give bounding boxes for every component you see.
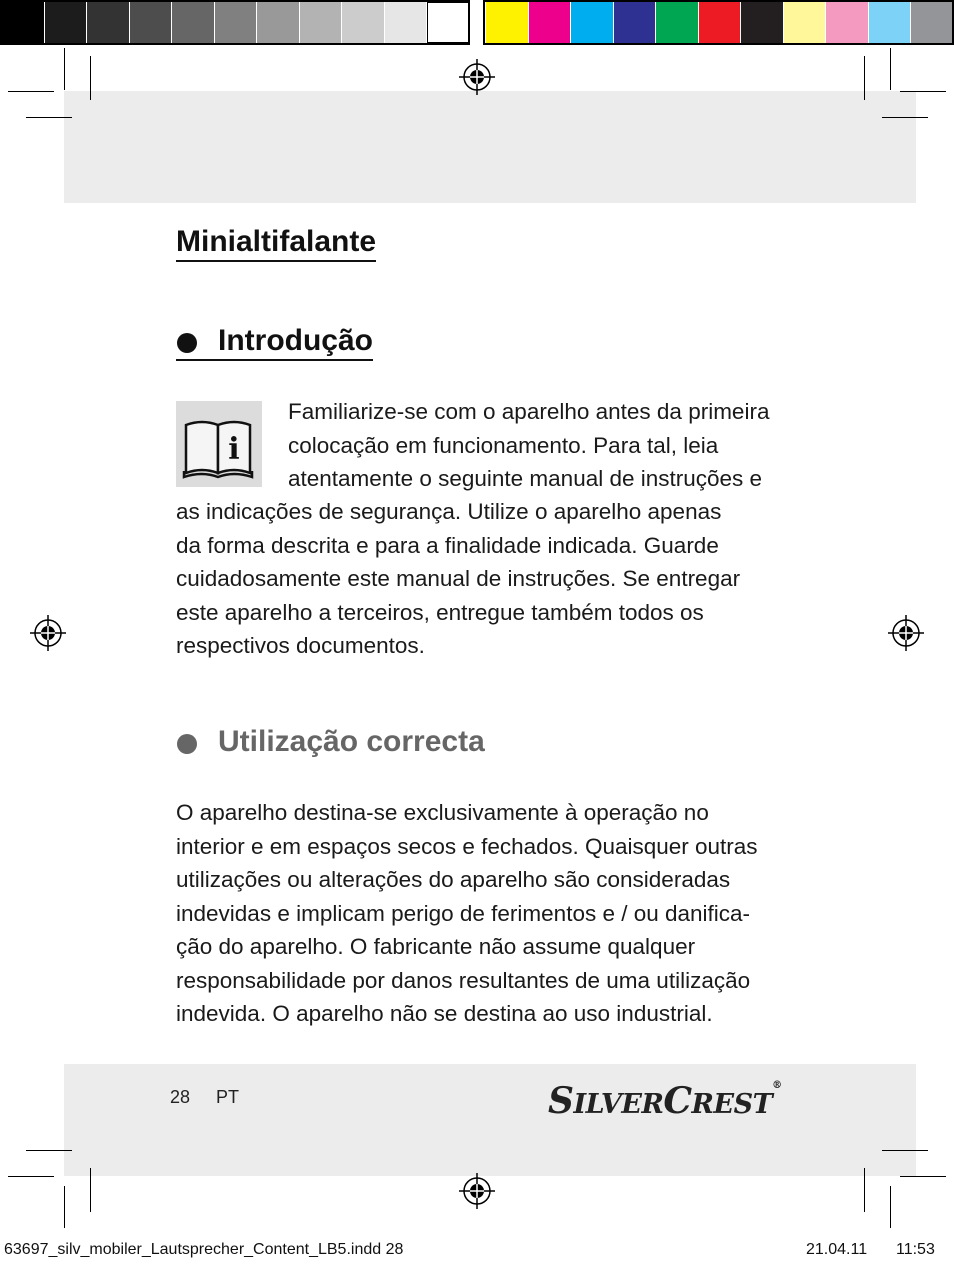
section-heading-introducao: Introdução xyxy=(176,324,373,361)
footer-band xyxy=(64,1064,916,1176)
language-code: PT xyxy=(216,1087,240,1107)
brand-logo: SILVERCREST® xyxy=(548,1080,782,1122)
registration-mark-icon xyxy=(459,1173,495,1209)
slug-time: 11:53 xyxy=(896,1241,935,1258)
grey-swatch-frame xyxy=(0,0,470,45)
color-swatch-frame xyxy=(483,0,954,45)
intro-paragraph-body: as indicações de segurança. Utilize o aparelho apenas da forma descrita e para a finalidade indicada. Guarde cuidadosamente este manual de instruções. Se entregar este aparelho a terceiros, entregue também todos os respectivos documentos. xyxy=(176,499,741,658)
slug-filename: 63697_silv_mobiler_Lautsprecher_Content_LB5.indd 28 xyxy=(4,1241,404,1258)
registration-mark-icon xyxy=(888,615,924,651)
intro-paragraph-top: Familiarize-se com o aparelho antes da primeira colocação em funcionamento. Para tal, leia atentamente o seguinte manual de instruções e xyxy=(288,399,770,491)
slug-date: 21.04.11 xyxy=(806,1241,868,1258)
page-title: Minialtifalante xyxy=(176,225,376,262)
registration-mark-icon xyxy=(30,615,66,651)
header-band xyxy=(64,91,916,203)
section-heading-utilizacao: Utilização correcta xyxy=(218,725,485,758)
registration-mark-icon xyxy=(459,59,495,95)
page-number: 28 xyxy=(170,1087,191,1107)
info-letter: i xyxy=(228,432,240,467)
usage-paragraph: O aparelho destina-se exclusivamente à operação no interior e em espaços secos e fechados. Quaisquer outras utilizações ou alterações do aparelho são consideradas indevidas e implicam perigo de ferimentos e / ou danifica- ção do aparelho. O fabricante não assume qualquer responsabilidade por danos resultantes de uma utilização indevida. O aparelho não se destina ao uso industrial. xyxy=(176,800,758,1026)
manual-info-icon xyxy=(176,401,262,487)
